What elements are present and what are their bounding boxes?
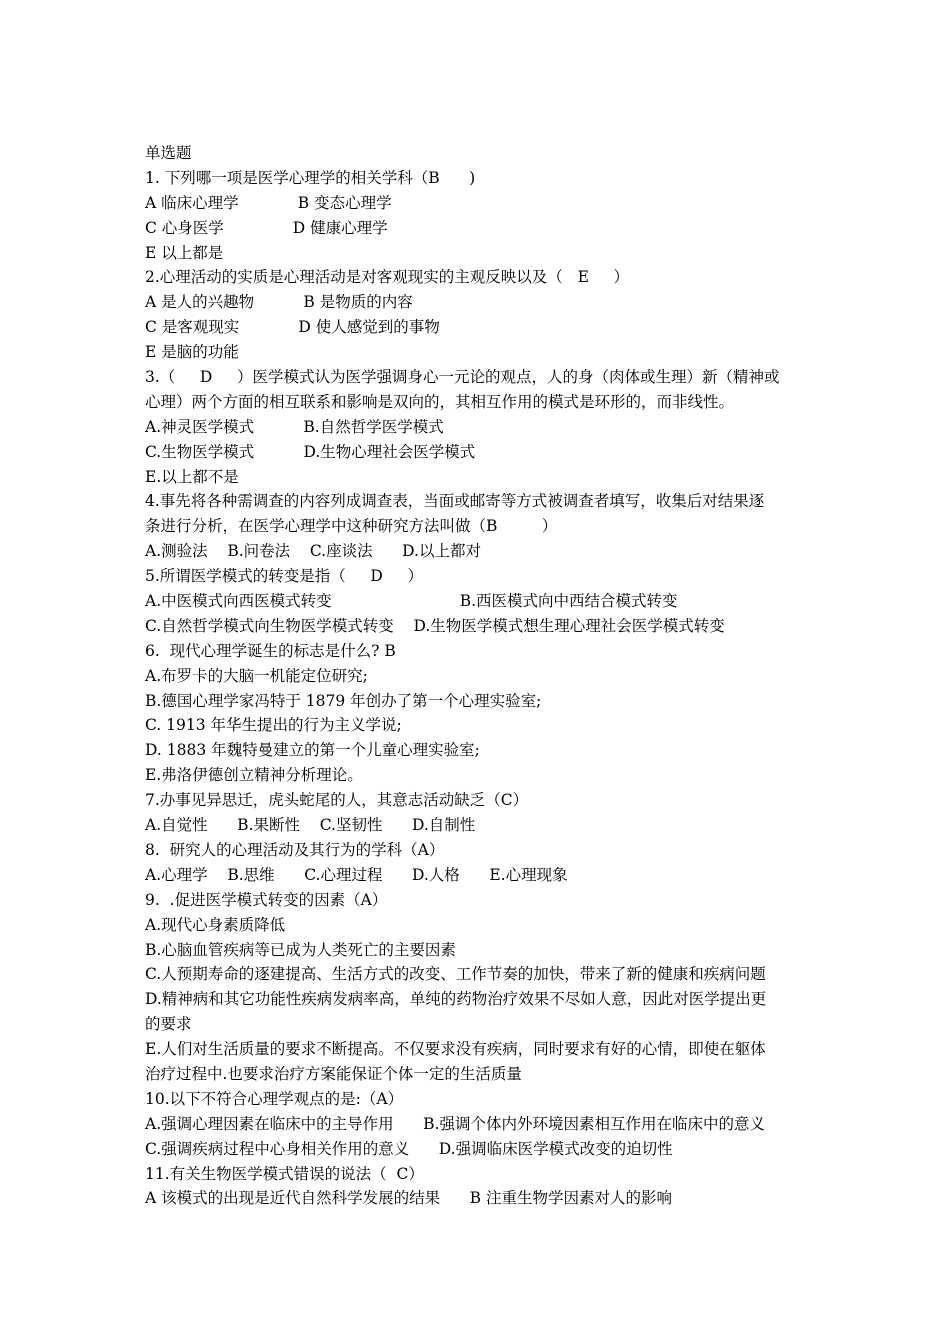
question-5-options-cd: C.自然哲学模式向生物医学模式转变 D.生物医学模式想生理心理社会医学模式转变 <box>145 616 725 635</box>
question-2-option-e: E 是脑的功能 <box>145 343 239 362</box>
question-9: 9. .促进医学模式转变的因素（A） <box>145 890 388 909</box>
question-6-option-a: A.布罗卡的大脑一机能定位研究; <box>145 666 368 685</box>
section-heading: 单选题 <box>145 144 192 162</box>
question-4-line-1: 4.事先将各种需调查的内容列成调查表，当面或邮寄等方式被调查者填写，收集后对结果逐 <box>145 492 765 511</box>
question-5-options-ab: A.中医模式向西医模式转变 B.西医模式向中西结合模式转变 <box>145 592 678 611</box>
question-11-options-ab: A 该模式的出现是近代自然科学发展的结果 B 注重生物学因素对人的影响 <box>145 1189 673 1208</box>
question-7: 7.办事见异思迁，虎头蛇尾的人，其意志活动缺乏（C） <box>145 791 529 810</box>
question-6-option-d: D. 1883 年魏特曼建立的第一个儿童心理实验室; <box>145 741 480 760</box>
question-7-options: A.自觉性 B.果断性 C.坚韧性 D.自制性 <box>145 816 476 835</box>
question-9-option-b: B.心脑血管疾病等已成为人类死亡的主要因素 <box>145 940 456 959</box>
question-10: 10.以下不符合心理学观点的是:（A） <box>145 1089 404 1108</box>
question-5: 5.所谓医学模式的转变是指（ D ） <box>145 567 423 586</box>
question-6-option-b: B.德国心理学家冯特于 1879 年创办了第一个心理实验室; <box>145 691 542 710</box>
question-9-option-e-line-2: 治疗过程中.也要求治疗方案能保证个体一定的生活质量 <box>145 1064 522 1083</box>
question-9-option-e-line-1: E.人们对生活质量的要求不断提高。不仅要求没有疾病，同时要求有好的心情，即使在躯体 <box>145 1040 766 1059</box>
question-4-line-2: 条进行分析，在医学心理学中这种研究方法叫做（B ） <box>145 517 558 536</box>
question-3-options-ab: A.神灵医学模式 B.自然哲学医学模式 <box>145 417 444 436</box>
question-3-options-cd: C.生物医学模式 D.生物心理社会医学模式 <box>145 442 476 461</box>
question-1-option-e: E 以上都是 <box>145 243 224 262</box>
question-2: 2.心理活动的实质是心理活动是对客观现实的主观反映以及（ E ） <box>145 268 630 287</box>
question-9-option-c: C.人预期寿命的逐建提高、生活方式的改变、工作节奏的加快，带来了新的健康和疾病问题 <box>145 965 766 984</box>
question-8: 8. 研究人的心理活动及其行为的学科（A） <box>145 840 445 859</box>
question-3-line-2: 心理）两个方面的相互联系和影响是双向的，其相互作用的模式是环形的，而非线性。 <box>145 392 735 411</box>
question-6-option-e: E.弗洛伊德创立精神分析理论。 <box>145 766 363 785</box>
question-3-option-e: E.以上都不是 <box>145 467 239 486</box>
question-11: 11.有关生物医学模式错误的说法（ C） <box>145 1164 424 1183</box>
question-9-option-d-line-1: D.精神病和其它功能性疾病发病率高，单纯的药物治疗效果不尽如人意，因此对医学提出更 <box>145 990 767 1009</box>
question-10-options-ab: A.强调心理因素在临床中的主导作用 B.强调个体内外环境因素相互作用在临床中的意义 <box>145 1114 766 1133</box>
question-1-options-ab: A 临床心理学 B 变态心理学 <box>145 193 392 212</box>
question-6: 6. 现代心理学诞生的标志是什么? B <box>145 641 396 660</box>
question-4-options: A.测验法 B.问卷法 C.座谈法 D.以上都对 <box>145 542 481 561</box>
question-1: 1. 下列哪一项是医学心理学的相关学科（B ) <box>145 168 476 187</box>
question-3-line-1: 3.（ D ）医学模式认为医学强调身心一元论的观点，人的身（肉体或生理）新（精神或 <box>145 368 780 387</box>
question-8-options: A.心理学 B.思维 C.心理过程 D.人格 E.心理现象 <box>145 865 568 884</box>
question-10-options-cd: C.强调疾病过程中心身相关作用的意义 D.强调临床医学模式改变的迫切性 <box>145 1139 673 1158</box>
question-9-option-d-line-2: 的要求 <box>145 1015 192 1034</box>
document-page <box>145 141 813 1211</box>
question-9-option-a: A.现代心身素质降低 <box>145 915 286 934</box>
question-2-options-ab: A 是人的兴趣物 B 是物质的内容 <box>145 293 413 312</box>
question-1-options-cd: C 心身医学 D 健康心理学 <box>145 218 388 237</box>
question-2-options-cd: C 是客观现实 D 使人感觉到的事物 <box>145 318 440 337</box>
question-6-option-c: C. 1913 年华生提出的行为主义学说; <box>145 716 402 735</box>
